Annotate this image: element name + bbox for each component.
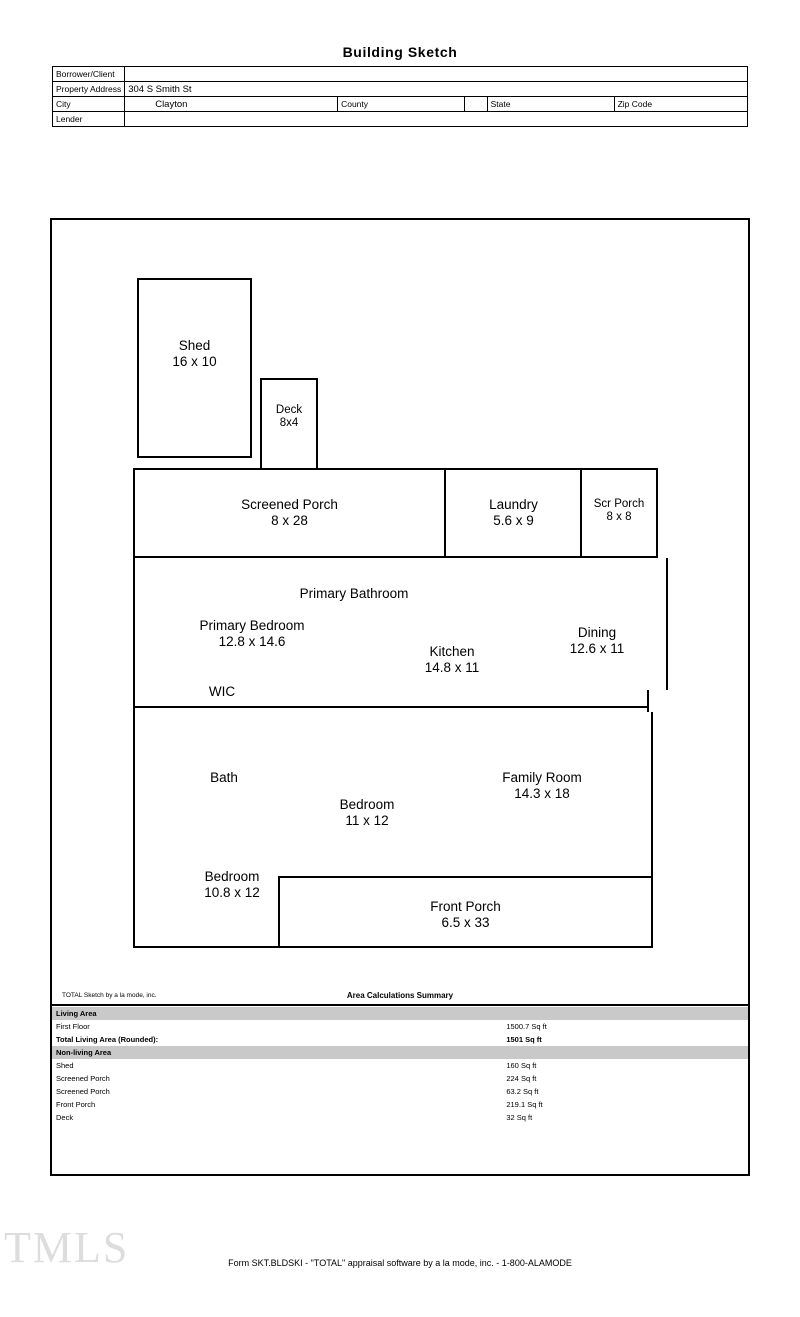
- table-row: [52, 1098, 748, 1111]
- living-area-header: Living Area: [52, 1007, 502, 1020]
- screened-porch-label: Screened Porch 8 x 28: [241, 497, 338, 528]
- nonliving-front-porch-value: 219.1 Sq ft: [506, 1100, 543, 1109]
- area-calculations-table: [52, 1007, 748, 1124]
- table-row: [52, 1085, 748, 1098]
- table-row: [53, 67, 748, 82]
- bedroom-2-label: Bedroom 10.8 x 12: [204, 869, 260, 900]
- living-area-header-value: [502, 1007, 748, 1020]
- borrower-value: [125, 67, 748, 82]
- first-floor-name: First Floor: [56, 1022, 90, 1031]
- zip-label: Zip Code: [614, 97, 747, 112]
- borrower-label: Borrower/Client: [53, 67, 125, 82]
- dining-label: Dining 12.6 x 11: [569, 625, 625, 656]
- nonliving-shed-value: 160 Sq ft: [506, 1061, 537, 1070]
- city-label: City: [53, 97, 125, 112]
- total-living-value: 1501 Sq ft: [506, 1035, 542, 1044]
- property-address-label: Property Address: [53, 82, 125, 97]
- nonliving-area-header-row: [52, 1046, 748, 1059]
- first-floor-value: 1500.7 Sq ft: [506, 1022, 547, 1031]
- county-value: [465, 97, 488, 112]
- table-row: [52, 1059, 748, 1072]
- page-title: Building Sketch: [342, 44, 458, 60]
- scr-porch-label: Scr Porch 8 x 8: [593, 498, 645, 524]
- bedroom-1-label: Bedroom 11 x 12: [339, 797, 395, 828]
- nonliving-shed-name: Shed: [56, 1061, 74, 1070]
- house-notch-shape: [647, 690, 669, 712]
- property-address-value: 304 S Smith St: [125, 82, 748, 97]
- nonliving-front-porch-name: Front Porch: [56, 1100, 96, 1109]
- total-living-name: Total Living Area (Rounded):: [56, 1035, 159, 1044]
- shed-label: Shed 16 x 10: [172, 338, 217, 369]
- nonliving-area-header-value: [502, 1046, 748, 1059]
- laundry-label: Laundry 5.6 x 9: [489, 497, 538, 528]
- lender-value: [125, 112, 748, 127]
- city-value: Clayton: [125, 97, 338, 112]
- nonliving-screened-porch-2-value: 63.2 Sq ft: [506, 1087, 539, 1096]
- property-info-table: [52, 66, 748, 127]
- table-row: [53, 97, 748, 112]
- area-calculations-title: Area Calculations Summary: [346, 991, 454, 1000]
- form-footer: Form SKT.BLDSKI - "TOTAL" appraisal software by a la mode, inc. - 1-800-ALAMODE: [228, 1258, 572, 1268]
- deck-label: Deck 8x4: [275, 404, 303, 430]
- primary-bathroom-label: Primary Bathroom: [299, 586, 409, 601]
- nonliving-deck-value: 32 Sq ft: [506, 1113, 533, 1122]
- family-room-label: Family Room 14.3 x 18: [502, 770, 582, 801]
- tmls-watermark: TMLS: [4, 1223, 130, 1272]
- nonliving-deck-name: Deck: [56, 1113, 74, 1122]
- wic-label: WIC: [208, 684, 236, 699]
- table-row: [52, 1072, 748, 1085]
- county-label: County: [338, 97, 465, 112]
- primary-bedroom-label: Primary Bedroom 12.8 x 14.6: [199, 618, 305, 649]
- table-row: [53, 82, 748, 97]
- nonliving-screened-porch-2-name: Screened Porch: [56, 1087, 110, 1096]
- state-label: State: [487, 97, 614, 112]
- table-row: [52, 1020, 748, 1033]
- kitchen-label: Kitchen 14.8 x 11: [424, 644, 480, 675]
- nonliving-screened-porch-1-value: 224 Sq ft: [506, 1074, 537, 1083]
- sketch-credit: TOTAL Sketch by a la mode, inc.: [62, 992, 157, 999]
- table-row: [53, 112, 748, 127]
- total-living-row: [52, 1033, 748, 1046]
- table-row: [52, 1111, 748, 1124]
- nonliving-area-header: Non-living Area: [52, 1046, 502, 1059]
- living-area-header-row: [52, 1007, 748, 1020]
- front-porch-label: Front Porch 6.5 x 33: [430, 899, 501, 930]
- calc-divider: [52, 1004, 748, 1006]
- lender-label: Lender: [53, 112, 125, 127]
- nonliving-screened-porch-1-name: Screened Porch: [56, 1074, 110, 1083]
- bath-label: Bath: [210, 770, 238, 785]
